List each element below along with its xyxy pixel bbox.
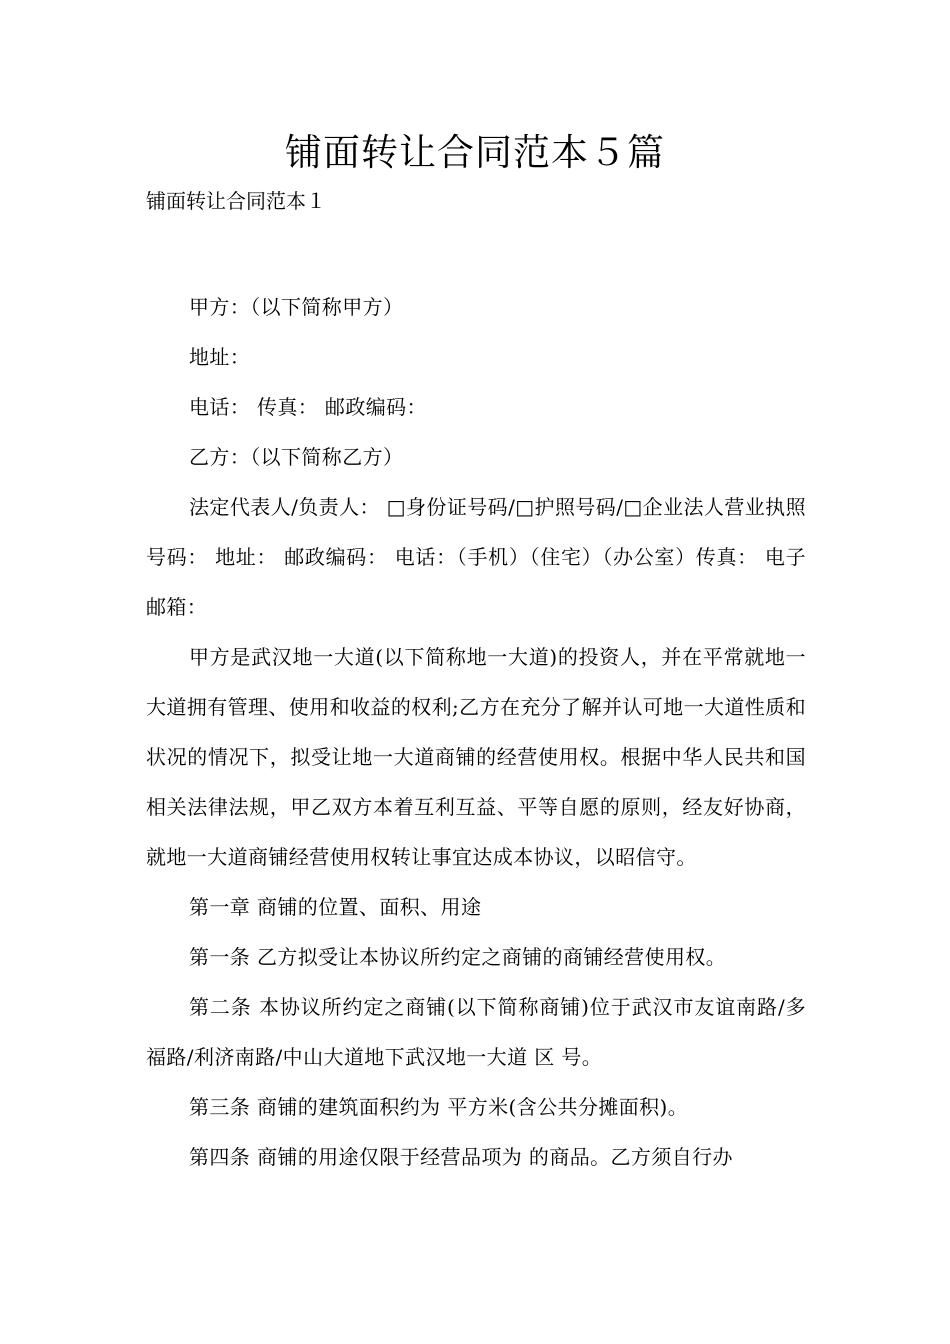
article-two: 第二条 本协议所约定之商铺(以下简称商铺)位于武汉市友谊南路/多福路/利济南路/中山大道地下武汉地一大道 区 号。 <box>146 995 806 1069</box>
legal-representative-paragraph: 法定代表人/负责人： □身份证号码/□护照号码/□企业法人营业执照号码： 地址： 邮政编码： 电话：（手机）（住宅）（办公室）传真： 电子邮箱： <box>146 495 806 619</box>
document-title: 铺面转让合同范本５篇 <box>285 131 665 174</box>
article-four: 第四条 商铺的用途仅限于经营品项为 的商品。乙方须自行办 <box>189 1145 733 1169</box>
address-line: 地址： <box>189 345 251 369</box>
party-a-line: 甲方：（以下简称甲方） <box>189 295 404 319</box>
document-subtitle: 铺面转让合同范本１ <box>146 189 326 213</box>
article-one: 第一条 乙方拟受让本协议所约定之商铺的商铺经营使用权。 <box>189 945 727 969</box>
preamble-paragraph: 甲方是武汉地一大道(以下简称地一大道)的投资人，并在平常就地一大道拥有管理、使用和收益的权利;乙方在充分了解并认可地一大道性质和状况的情况下，拟受让地一大道商铺的经营使用权。根据中华人民共和国相关法律法规，甲乙双方本着互利互益、平等自愿的原则，经友好协商，就地一大道商铺经营使用权转让事宜达成本协议，以昭信守。 <box>146 645 806 869</box>
article-three: 第三条 商铺的建筑面积约为 平方米(含公共分摊面积)。 <box>189 1095 689 1119</box>
chapter-one-heading: 第一章 商铺的位置、面积、用途 <box>189 895 482 919</box>
party-b-line: 乙方：（以下简称乙方） <box>189 445 404 469</box>
phone-fax-postcode-line: 电话： 传真： 邮政编码： <box>189 395 427 419</box>
contract-body <box>146 282 806 1182</box>
